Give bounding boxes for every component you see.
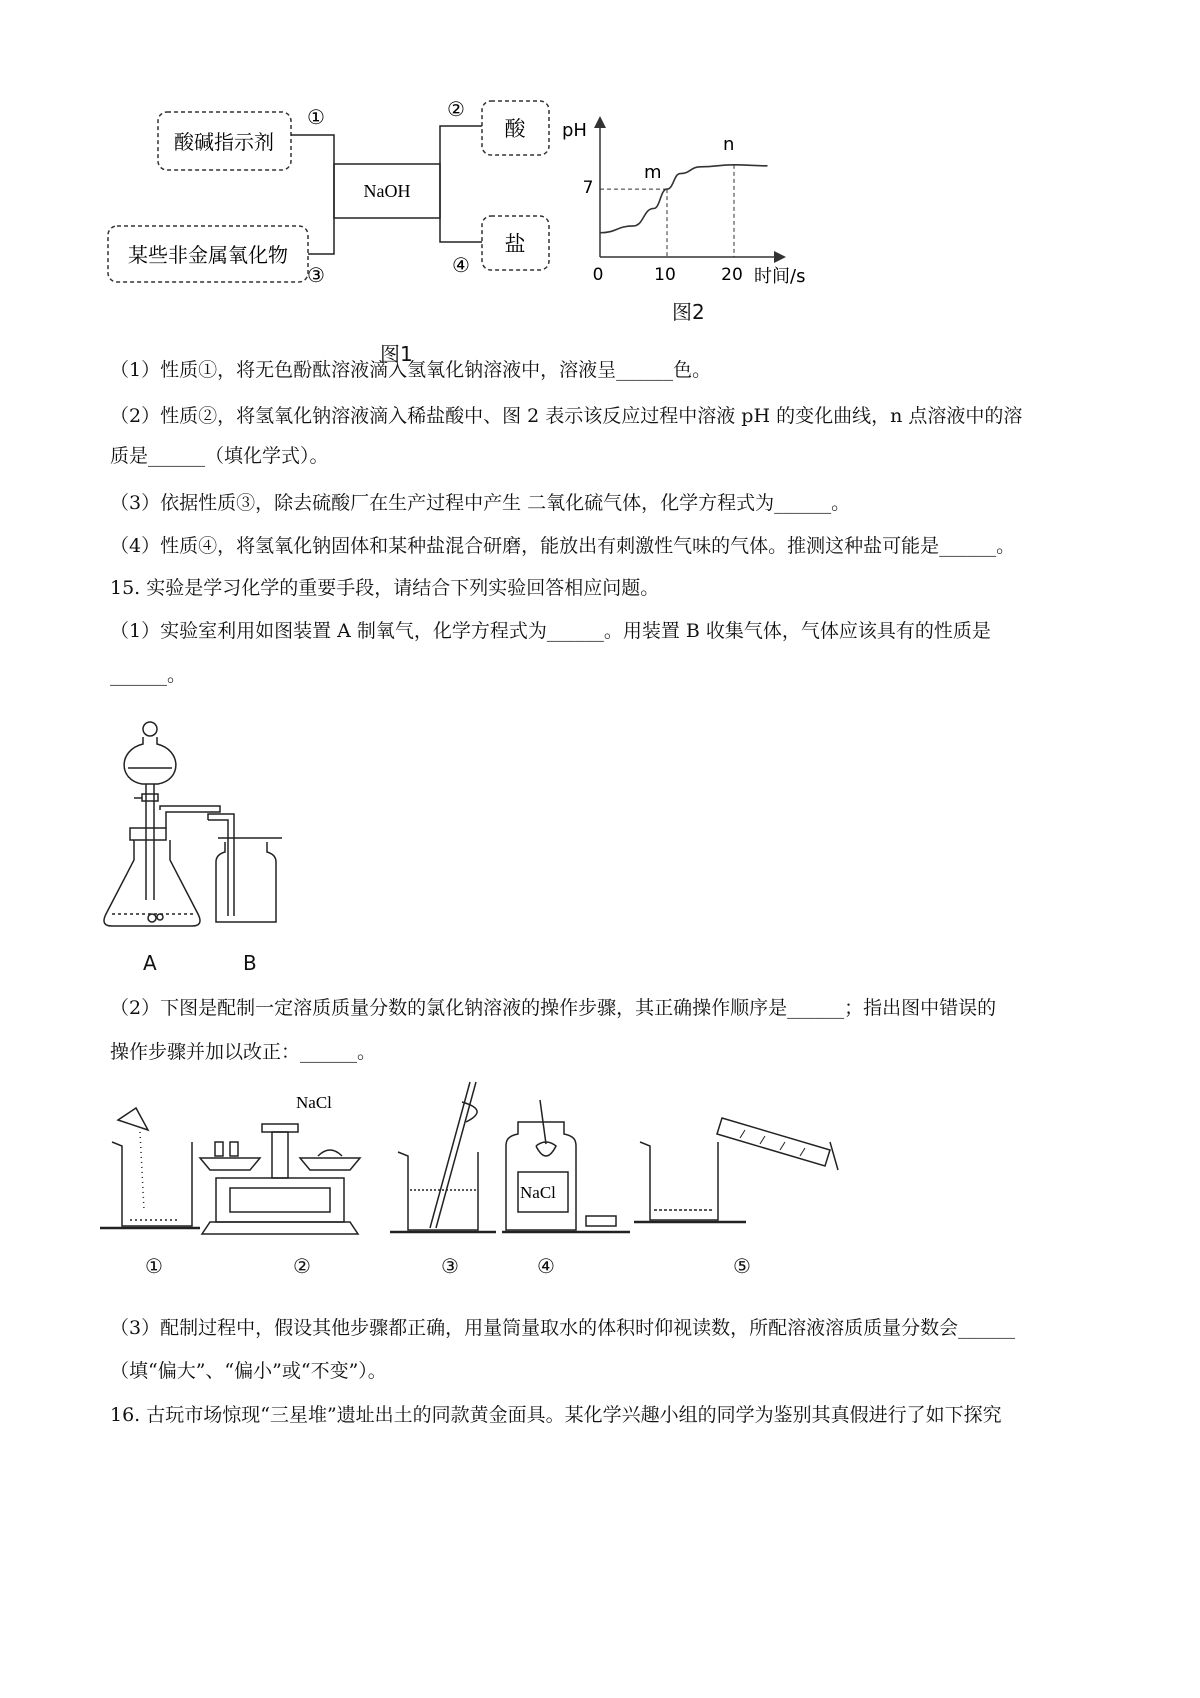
oxide-label: 某些非金属氧化物 xyxy=(128,243,288,267)
step2-right-pan xyxy=(300,1158,360,1170)
point-m-label: m xyxy=(644,162,662,183)
label-a: A xyxy=(143,951,157,975)
x-axis-label: 时间/s xyxy=(754,266,806,287)
q14-part2-line1: （2）性质②，将氢氧化钠溶液滴入稀盐酸中、图 2 表示该反应过程中溶液 pH 的变化曲线，n 点溶液中的溶 xyxy=(110,405,1023,427)
funnel-stopper xyxy=(143,722,157,736)
step1-beaker xyxy=(112,1142,192,1226)
step-5: ⑤ xyxy=(733,1254,751,1278)
step4-spoon xyxy=(536,1100,556,1156)
q14-part1: （1）性质①，将无色酚酞溶液滴入氢氧化钠溶液中，溶液呈______色。 xyxy=(110,359,712,381)
ph-chart xyxy=(560,100,860,310)
step2-left-pan xyxy=(200,1158,260,1170)
nacl-preparation-steps xyxy=(100,1080,860,1240)
nacl-label-balance: NaCl xyxy=(296,1093,332,1112)
number-1: ① xyxy=(307,105,325,129)
salt-label: 盐 xyxy=(504,232,526,256)
x-tick-20: 20 xyxy=(721,265,743,285)
step-1: ① xyxy=(145,1254,163,1278)
step5-beaker xyxy=(640,1142,718,1220)
q15-part1-line1: （1）实验室利用如图装置 A 制氧气，化学方程式为______。用装置 B 收集气体，气体应该具有的性质是 xyxy=(110,620,991,642)
label-b: B xyxy=(243,951,257,975)
y-axis-label: pH xyxy=(562,120,587,141)
q14-part3: （3）依据性质③，除去硫酸厂在生产过程中产生 二氧化硫气体，化学方程式为______。 xyxy=(110,492,851,514)
acid-label: 酸 xyxy=(504,117,526,141)
q15-part3-line1: （3）配制过程中，假设其他步骤都正确，用量筒量取水的体积时仰视读数，所配溶液溶质质量分数会______ xyxy=(110,1317,1016,1339)
step4-bottle xyxy=(506,1122,576,1230)
flask-stopper xyxy=(130,828,166,840)
q14-part2-line2: 质是______（填化学式）。 xyxy=(110,445,329,467)
q15-part2-line2: 操作步骤并加以改正：______。 xyxy=(110,1041,377,1063)
q16-title: 16. 古玩市场惊现“三星堆”遗址出土的同款黄金面具。某化学兴趣小组的同学为鉴别其真假进行了如下探究 xyxy=(110,1404,1002,1426)
step3-glass-rod xyxy=(430,1082,470,1228)
indicator-label: 酸碱指示剂 xyxy=(174,130,274,154)
q15-title: 15. 实验是学习化学的重要手段，请结合下列实验回答相应问题。 xyxy=(110,577,660,599)
bottle-tube xyxy=(208,814,234,916)
q15-part1-line2: ______。 xyxy=(110,664,187,686)
step2-balance-base xyxy=(202,1222,358,1234)
naoh-label: NaOH xyxy=(363,181,411,201)
step-3: ③ xyxy=(441,1254,459,1278)
ph-curve xyxy=(600,165,768,233)
x-tick-10: 10 xyxy=(654,265,676,285)
q15-part2-line1: （2）下图是配制一定溶质质量分数的氯化钠溶液的操作步骤，其正确操作顺序是______；指出图中错误的 xyxy=(110,997,997,1019)
y-tick-7: 7 xyxy=(582,178,594,198)
q14-part4: （4）性质④，将氢氧化钠固体和某种盐混合研磨，能放出有刺激性气味的气体。推测这种盐可能是______。 xyxy=(110,535,1016,557)
step5-cylinder xyxy=(717,1118,830,1166)
step-4: ④ xyxy=(537,1254,555,1278)
number-4: ④ xyxy=(452,253,470,277)
conical-flask xyxy=(104,840,200,926)
point-n-label: n xyxy=(723,134,735,155)
x-tick-0: 0 xyxy=(592,265,604,285)
step-2: ② xyxy=(293,1254,311,1278)
number-3: ③ xyxy=(307,263,325,287)
step1-paper xyxy=(118,1108,148,1130)
number-2: ② xyxy=(447,97,465,121)
nacl-label-bottle: NaCl xyxy=(520,1183,556,1202)
q15-part3-line2: （填“偏大”、“偏小”或“不变”）。 xyxy=(110,1360,387,1382)
figure-2-caption: 图2 xyxy=(672,300,705,324)
separatory-funnel xyxy=(124,737,176,784)
delivery-tube xyxy=(160,806,220,828)
apparatus-a-b xyxy=(90,710,320,990)
gas-bottle-b xyxy=(216,842,276,922)
figure-1-caption: 图1 xyxy=(380,342,413,366)
